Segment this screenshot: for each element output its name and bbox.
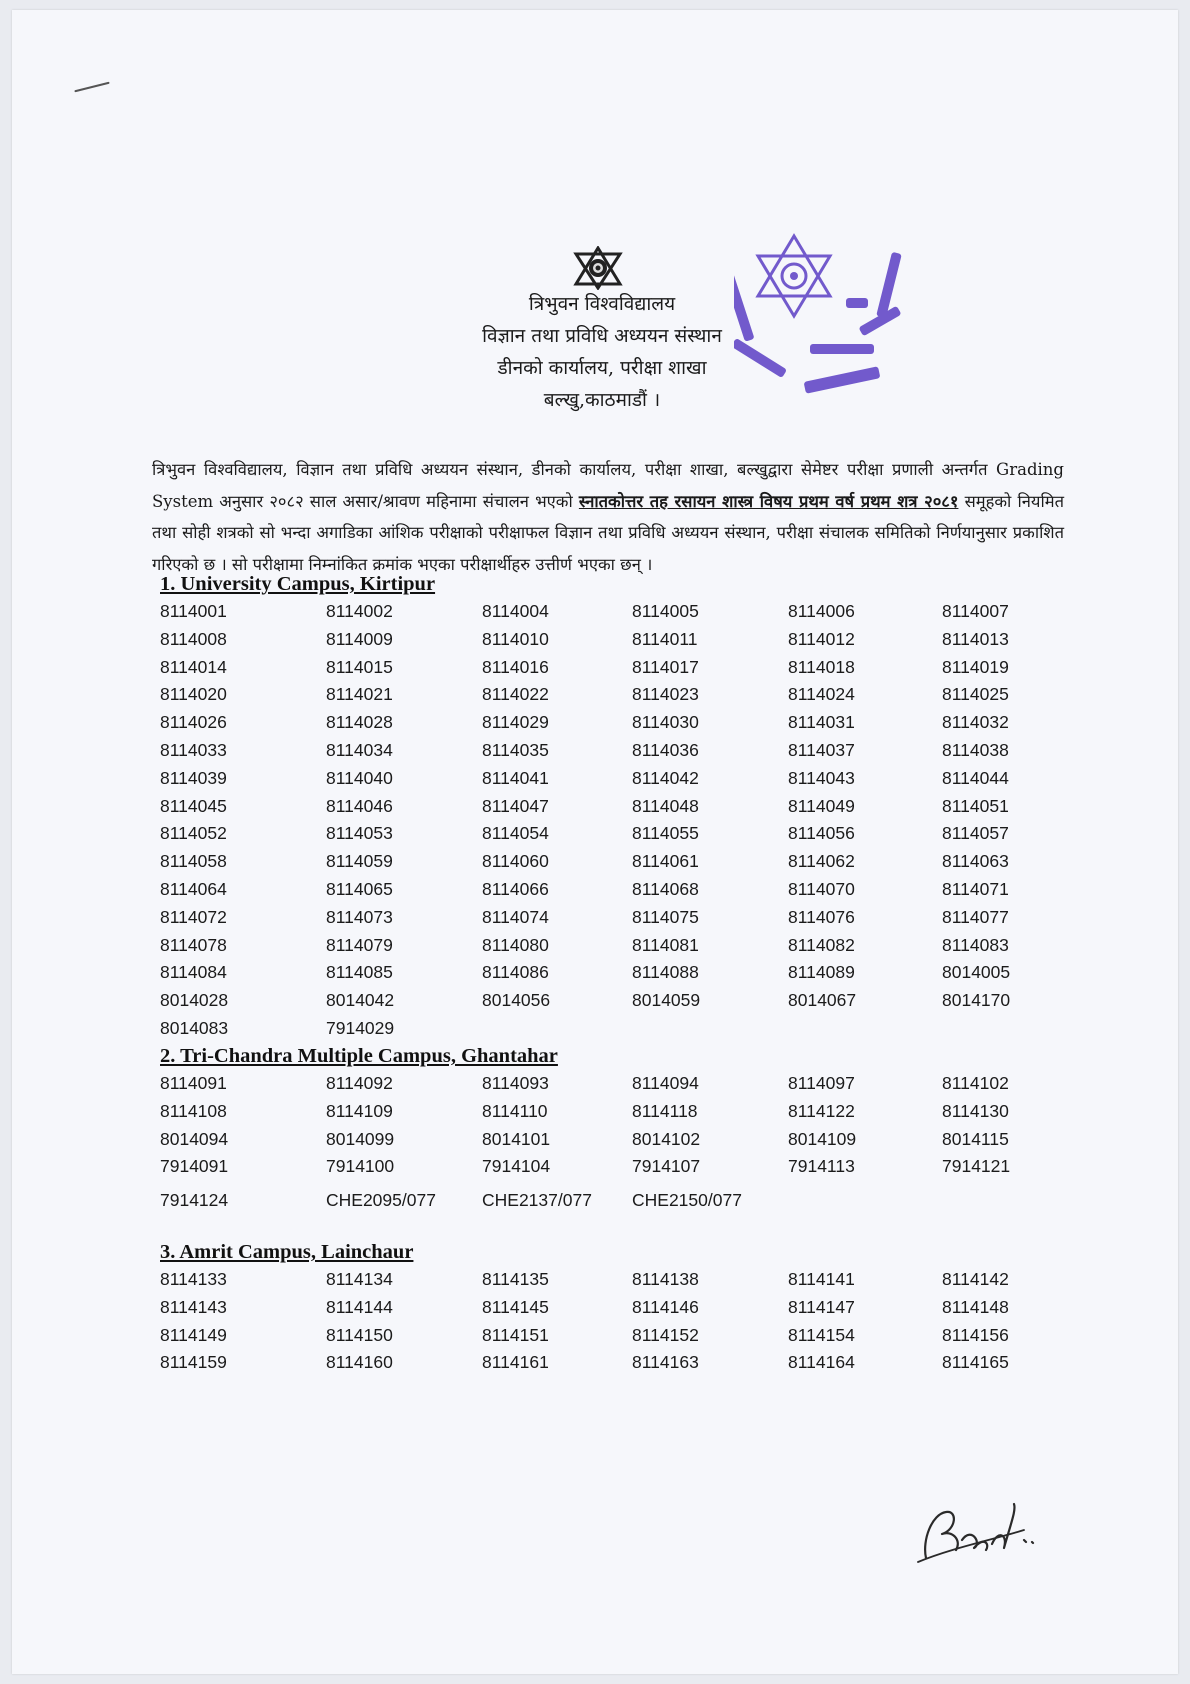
roll-number: 8114086 bbox=[482, 962, 549, 983]
roll-number: 8114084 bbox=[160, 962, 227, 983]
roll-number: 8114026 bbox=[160, 712, 227, 733]
roll-number: 8114005 bbox=[632, 601, 699, 621]
roll-number: 8114058 bbox=[160, 851, 227, 872]
roll-number: 8114047 bbox=[482, 795, 549, 816]
roll-number: CHE2150/077 bbox=[632, 1190, 742, 1211]
roll-number: 8114017 bbox=[632, 656, 699, 677]
roll-number: 8114036 bbox=[632, 739, 699, 760]
roll-number: 8114015 bbox=[326, 656, 393, 677]
roll-number: 8114097 bbox=[788, 1073, 855, 1093]
roll-number: 8114147 bbox=[788, 1296, 855, 1317]
roll-number: 8114072 bbox=[160, 906, 227, 927]
roll-number: 8114146 bbox=[632, 1296, 699, 1317]
roll-number-row bbox=[160, 1098, 1060, 1126]
roll-number: 8114071 bbox=[942, 878, 1009, 899]
roll-number: 8114065 bbox=[326, 878, 393, 899]
roll-number: 8114085 bbox=[326, 962, 393, 983]
roll-number: 8114074 bbox=[482, 906, 549, 927]
roll-number: 8114165 bbox=[942, 1352, 1009, 1373]
roll-number: 8114093 bbox=[482, 1073, 549, 1093]
roll-number: 8014005 bbox=[942, 962, 1011, 983]
roll-number: 8014059 bbox=[632, 990, 701, 1011]
roll-number: 8114092 bbox=[326, 1073, 393, 1093]
roll-number: 8114028 bbox=[326, 712, 393, 733]
roll-number: 7914029 bbox=[326, 1017, 395, 1038]
roll-number: 8114014 bbox=[160, 656, 227, 677]
roll-number: 8114133 bbox=[160, 1269, 227, 1289]
section-university-campus bbox=[160, 570, 1060, 1043]
roll-number: 8114160 bbox=[326, 1352, 393, 1373]
roll-number: 7914104 bbox=[482, 1156, 551, 1177]
roll-number: 7914113 bbox=[788, 1156, 855, 1177]
roll-number: 8114031 bbox=[788, 712, 855, 733]
roll-number: 8114041 bbox=[482, 767, 549, 788]
roll-number: 8114159 bbox=[160, 1352, 227, 1373]
roll-number: 8114068 bbox=[632, 878, 699, 899]
roll-number: 8114144 bbox=[326, 1296, 393, 1317]
roll-number-grid bbox=[160, 1070, 1060, 1215]
section-title: 3. Amrit Campus, Lainchaur bbox=[160, 1241, 414, 1263]
roll-number: 8114048 bbox=[632, 795, 699, 816]
roll-number: 8114062 bbox=[788, 851, 855, 872]
roll-number: 8114091 bbox=[160, 1073, 227, 1093]
section-title: 1. University Campus, Kirtipur bbox=[160, 573, 436, 595]
roll-number: 8114040 bbox=[326, 767, 393, 788]
roll-number: 8114037 bbox=[788, 739, 855, 760]
roll-number: 8014170 bbox=[942, 990, 1011, 1011]
roll-number: 8114110 bbox=[482, 1100, 548, 1121]
roll-number-row bbox=[160, 959, 1060, 987]
roll-number: CHE2137/077 bbox=[482, 1190, 592, 1211]
roll-number: 8114073 bbox=[326, 906, 393, 927]
roll-number: 8114010 bbox=[482, 628, 549, 649]
roll-number: 8114075 bbox=[632, 906, 699, 927]
roll-number: 8114078 bbox=[160, 934, 227, 955]
roll-number: 8014109 bbox=[788, 1128, 857, 1149]
roll-number: 8114134 bbox=[326, 1269, 393, 1289]
roll-number: 8114152 bbox=[632, 1324, 699, 1345]
roll-number-row bbox=[160, 876, 1060, 904]
roll-number: 8114044 bbox=[942, 767, 1009, 788]
header-institute: विज्ञान तथा प्रविधि अध्ययन संस्थान bbox=[482, 325, 722, 347]
roll-number: 7914107 bbox=[632, 1156, 701, 1177]
roll-number: 8114135 bbox=[482, 1269, 549, 1289]
roll-number-row bbox=[160, 932, 1060, 960]
roll-number: 8114056 bbox=[788, 823, 855, 844]
roll-number-row bbox=[160, 765, 1060, 793]
header-office: डीनको कार्यालय, परीक्षा शाखा bbox=[497, 357, 707, 379]
roll-number-row bbox=[160, 1187, 1060, 1215]
roll-number: 8014101 bbox=[482, 1128, 551, 1149]
roll-number-row bbox=[160, 848, 1060, 876]
roll-number: 8114122 bbox=[788, 1100, 855, 1121]
roll-number: 8114102 bbox=[942, 1073, 1009, 1093]
roll-number: 8114023 bbox=[632, 684, 699, 705]
roll-number: 8114032 bbox=[942, 712, 1009, 733]
roll-number: 8014056 bbox=[482, 990, 551, 1011]
roll-number: 8114019 bbox=[942, 656, 1009, 677]
official-stamp-icon bbox=[734, 232, 930, 428]
roll-number-row bbox=[160, 987, 1060, 1015]
roll-number: 8114054 bbox=[482, 823, 549, 844]
roll-number: 8114080 bbox=[482, 934, 549, 955]
roll-number: 8114151 bbox=[482, 1324, 549, 1345]
roll-number: 8114061 bbox=[632, 851, 699, 872]
roll-number-row bbox=[160, 1266, 1060, 1294]
roll-number-row bbox=[160, 626, 1060, 654]
roll-number: 8014102 bbox=[632, 1128, 701, 1149]
roll-number: 8114035 bbox=[482, 739, 549, 760]
roll-number: 8014083 bbox=[160, 1017, 229, 1038]
roll-number: 7914091 bbox=[160, 1156, 229, 1177]
roll-number-row bbox=[160, 904, 1060, 932]
roll-number: 8114001 bbox=[160, 601, 227, 621]
roll-number: 8114030 bbox=[632, 712, 699, 733]
roll-number: 8114108 bbox=[160, 1100, 227, 1121]
roll-number: 8114161 bbox=[482, 1352, 549, 1373]
roll-number-row bbox=[160, 1349, 1060, 1377]
roll-number: 8114154 bbox=[788, 1324, 855, 1345]
roll-number-row bbox=[160, 1153, 1060, 1181]
roll-number-row bbox=[160, 1126, 1060, 1154]
roll-number: 8114077 bbox=[942, 906, 1009, 927]
roll-number: 8114059 bbox=[326, 851, 393, 872]
roll-number: 8114143 bbox=[160, 1296, 227, 1317]
roll-number: 8114008 bbox=[160, 628, 227, 649]
roll-number: 8114039 bbox=[160, 767, 227, 788]
roll-number: 8114109 bbox=[326, 1100, 393, 1121]
roll-number: 8114046 bbox=[326, 795, 393, 816]
roll-number: 8114070 bbox=[788, 878, 855, 899]
roll-number-row bbox=[160, 1070, 1060, 1098]
roll-number: 8114055 bbox=[632, 823, 699, 844]
roll-number-row bbox=[160, 1015, 1060, 1043]
roll-number: 8114081 bbox=[632, 934, 699, 955]
roll-number: 8114022 bbox=[482, 684, 549, 705]
roll-number: 8114038 bbox=[942, 739, 1009, 760]
roll-number: 8014067 bbox=[788, 990, 857, 1011]
roll-number: 8114025 bbox=[942, 684, 1009, 705]
roll-number: 8114156 bbox=[942, 1324, 1009, 1345]
roll-number-row bbox=[160, 820, 1060, 848]
roll-number: 8114012 bbox=[788, 628, 855, 649]
roll-number: 8114149 bbox=[160, 1324, 227, 1345]
roll-number: 8114130 bbox=[942, 1100, 1009, 1121]
roll-number: 8114042 bbox=[632, 767, 699, 788]
roll-number: 7914121 bbox=[942, 1156, 1011, 1177]
roll-number: 8014042 bbox=[326, 990, 395, 1011]
roll-number: 8114094 bbox=[632, 1073, 699, 1093]
roll-number: 8114060 bbox=[482, 851, 549, 872]
roll-number: 8114066 bbox=[482, 878, 549, 899]
scan-mark bbox=[74, 82, 109, 93]
section-tri-chandra-campus bbox=[160, 1042, 1060, 1215]
roll-number: 8114024 bbox=[788, 684, 855, 705]
document-page bbox=[12, 10, 1178, 1674]
roll-number-row bbox=[160, 709, 1060, 737]
section-title: 2. Tri-Chandra Multiple Campus, Ghantahar bbox=[160, 1045, 558, 1067]
roll-number: 8114064 bbox=[160, 878, 227, 899]
roll-number: 8114033 bbox=[160, 739, 227, 760]
roll-number-row bbox=[160, 737, 1060, 765]
roll-number: 8114063 bbox=[942, 851, 1009, 872]
roll-number: 8114034 bbox=[326, 739, 393, 760]
roll-number: 8114045 bbox=[160, 795, 227, 816]
roll-number: 8114018 bbox=[788, 656, 855, 677]
roll-number: 8114079 bbox=[326, 934, 393, 955]
section-amrit-campus bbox=[160, 1238, 1060, 1377]
roll-number: 7914124 bbox=[160, 1190, 229, 1211]
university-emblem-icon bbox=[568, 246, 628, 290]
roll-number-row bbox=[160, 1322, 1060, 1350]
header-university: त्रिभुवन विश्वविद्यालय bbox=[528, 293, 676, 315]
roll-number: 8114142 bbox=[942, 1269, 1009, 1289]
intro-paragraph bbox=[152, 454, 1064, 580]
roll-number: 8114016 bbox=[482, 656, 549, 677]
roll-number: 8114141 bbox=[788, 1269, 855, 1289]
roll-number: 8114088 bbox=[632, 962, 699, 983]
roll-number: 8014115 bbox=[942, 1128, 1009, 1149]
roll-number: 8114082 bbox=[788, 934, 855, 955]
roll-number: 8114007 bbox=[942, 601, 1009, 621]
roll-number: 8114138 bbox=[632, 1269, 699, 1289]
roll-number: 7914100 bbox=[326, 1156, 395, 1177]
roll-number: 8114148 bbox=[942, 1296, 1009, 1317]
roll-number: 8114004 bbox=[482, 601, 549, 621]
roll-number: 8114163 bbox=[632, 1352, 699, 1373]
roll-number: 8114021 bbox=[326, 684, 393, 705]
roll-number: 8114049 bbox=[788, 795, 855, 816]
roll-number: 8114051 bbox=[942, 795, 1009, 816]
roll-number-row bbox=[160, 1294, 1060, 1322]
header-address: बल्खु,काठमाडौं । bbox=[543, 389, 661, 411]
roll-number: 8114043 bbox=[788, 767, 855, 788]
signature-icon bbox=[912, 1500, 1042, 1568]
roll-number: 8114020 bbox=[160, 684, 227, 705]
roll-number: 8114006 bbox=[788, 601, 855, 621]
roll-number: 8014094 bbox=[160, 1128, 229, 1149]
roll-number-grid bbox=[160, 1266, 1060, 1377]
roll-number: 8114145 bbox=[482, 1296, 549, 1317]
intro-part-1: त्रिभुवन विश्वविद्यालय, विज्ञान तथा प्रविधि अध्ययन संस्थान, डीनको कार्यालय, परीक्षा शाखा, बल्खुद्वारा सेमेष्टर परीक्षा प्रणाली अन्तर्गत Grading System अनुसार २०८२ साल असार/श्रावण महिनामा संचालन भएको bbox=[152, 460, 1064, 511]
roll-number: 8014028 bbox=[160, 990, 229, 1011]
roll-number: 8114002 bbox=[326, 601, 393, 621]
roll-number-grid bbox=[160, 598, 1060, 1043]
roll-number-row bbox=[160, 793, 1060, 821]
roll-number: 8014099 bbox=[326, 1128, 395, 1149]
roll-number: 8114150 bbox=[326, 1324, 393, 1345]
roll-number: 8114118 bbox=[632, 1100, 698, 1121]
roll-number-row bbox=[160, 598, 1060, 626]
roll-number: 8114011 bbox=[632, 628, 698, 649]
roll-number: CHE2095/077 bbox=[326, 1190, 436, 1211]
roll-number: 8114089 bbox=[788, 962, 855, 983]
roll-number: 8114164 bbox=[788, 1352, 855, 1373]
roll-number: 8114083 bbox=[942, 934, 1009, 955]
intro-part-2: समूहको नियमित तथा सोही शत्रको सो भन्दा अगाडिका आंशिक परीक्षाको परीक्षाफल विज्ञान तथा प्रविधि अध्ययन संस्थान, परीक्षा संचालक समितिको निर्णयानुसार प्रकाशित गरिएको छ । सो परीक्षामा निम्नांकित क्रमांक भएका परीक्षार्थीहरु उत्तीर्ण भएका छन् । bbox=[152, 491, 1064, 574]
roll-number: 8114009 bbox=[326, 628, 393, 649]
intro-program-name: स्नातकोत्तर तह रसायन शास्त्र विषय प्रथम वर्ष प्रथम शत्र २०८१ bbox=[578, 491, 959, 511]
roll-number: 8114029 bbox=[482, 712, 549, 733]
roll-number: 8114076 bbox=[788, 906, 855, 927]
roll-number-row bbox=[160, 681, 1060, 709]
roll-number: 8114052 bbox=[160, 823, 227, 844]
roll-number: 8114013 bbox=[942, 628, 1009, 649]
roll-number-row bbox=[160, 654, 1060, 682]
roll-number: 8114053 bbox=[326, 823, 393, 844]
roll-number: 8114057 bbox=[942, 823, 1009, 844]
